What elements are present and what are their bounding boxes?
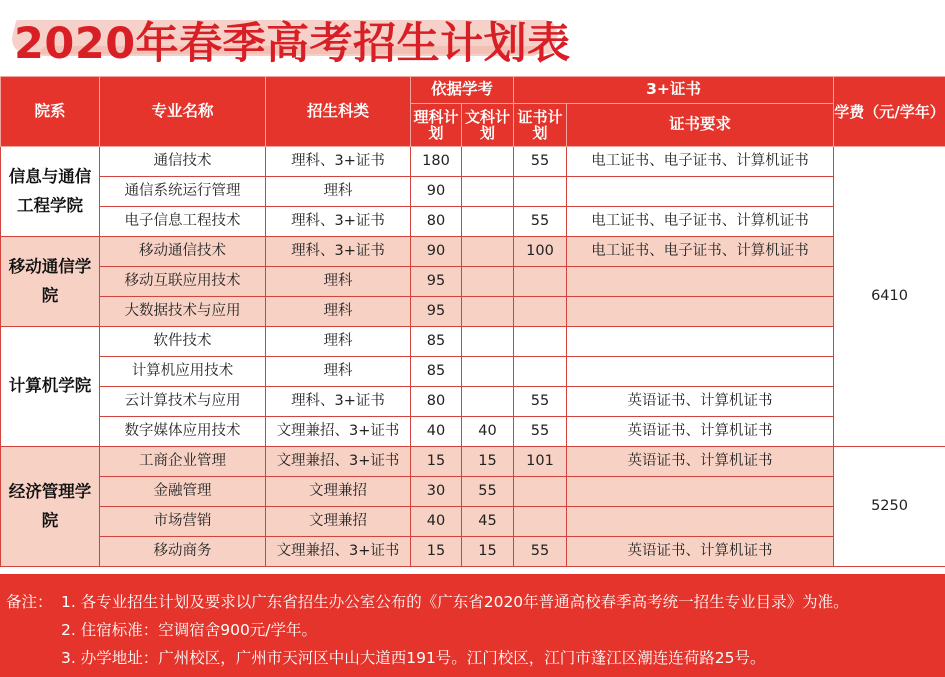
cert-plan-cell — [514, 477, 567, 507]
major-cell: 移动商务 — [100, 537, 266, 567]
table-row — [1, 237, 945, 267]
category-cell: 理科、3+证书 — [266, 387, 411, 417]
sci-plan-cell: 15 — [411, 447, 462, 477]
arts-plan-cell: 45 — [462, 507, 514, 537]
sci-plan-cell: 15 — [411, 537, 462, 567]
table-row — [1, 417, 945, 447]
cert-req-cell: 电工证书、电子证书、计算机证书 — [567, 237, 834, 267]
cert-req-cell — [567, 327, 834, 357]
category-cell: 文理兼招 — [266, 477, 411, 507]
cert-req-cell — [567, 357, 834, 387]
notes-heading: 备注： — [6, 593, 53, 611]
arts-plan-cell — [462, 207, 514, 237]
sci-plan-cell: 40 — [411, 417, 462, 447]
note-item-3: 3. 办学地址：广州校区，广州市天河区中山大道西191号。江门校区，江门市蓬江区潮连连荷路25号。 — [61, 649, 766, 667]
sci-plan-cell: 95 — [411, 267, 462, 297]
header-sci-plan: 理科计划 — [411, 104, 462, 147]
table-row — [1, 447, 945, 477]
header-major: 专业名称 — [100, 77, 266, 147]
major-cell: 工商企业管理 — [100, 447, 266, 477]
cert-plan-cell: 55 — [514, 147, 567, 177]
cert-req-cell: 英语证书、计算机证书 — [567, 537, 834, 567]
sci-plan-cell: 85 — [411, 357, 462, 387]
category-cell: 理科 — [266, 177, 411, 207]
major-cell: 通信系统运行管理 — [100, 177, 266, 207]
cert-plan-cell — [514, 267, 567, 297]
major-cell: 金融管理 — [100, 477, 266, 507]
table-row — [1, 207, 945, 237]
category-cell: 理科 — [266, 267, 411, 297]
sci-plan-cell: 80 — [411, 207, 462, 237]
table-row — [1, 327, 945, 357]
fee-cell: 5250 — [834, 447, 945, 567]
cert-plan-cell: 100 — [514, 237, 567, 267]
table-row — [1, 537, 945, 567]
sci-plan-cell: 40 — [411, 507, 462, 537]
major-cell: 电子信息工程技术 — [100, 207, 266, 237]
major-cell: 市场营销 — [100, 507, 266, 537]
sci-plan-cell: 180 — [411, 147, 462, 177]
cert-req-cell: 电工证书、电子证书、计算机证书 — [567, 147, 834, 177]
cert-plan-cell — [514, 327, 567, 357]
arts-plan-cell: 55 — [462, 477, 514, 507]
cert-plan-cell — [514, 177, 567, 207]
header-category: 招生科类 — [266, 77, 411, 147]
category-cell: 文理兼招、3+证书 — [266, 417, 411, 447]
sci-plan-cell: 85 — [411, 327, 462, 357]
major-cell: 移动互联应用技术 — [100, 267, 266, 297]
header-cert-group: 3+证书 — [514, 77, 834, 104]
sci-plan-cell: 90 — [411, 237, 462, 267]
cert-req-cell — [567, 297, 834, 327]
table-row — [1, 507, 945, 537]
arts-plan-cell: 15 — [462, 447, 514, 477]
category-cell: 理科 — [266, 357, 411, 387]
cert-req-cell: 英语证书、计算机证书 — [567, 387, 834, 417]
cert-req-cell — [567, 477, 834, 507]
arts-plan-cell: 40 — [462, 417, 514, 447]
table-row — [1, 147, 945, 177]
cert-plan-cell — [514, 297, 567, 327]
major-cell: 数字媒体应用技术 — [100, 417, 266, 447]
category-cell: 理科、3+证书 — [266, 147, 411, 177]
page-title: 2020年春季高考招生计划表 — [14, 19, 571, 69]
table-row — [1, 477, 945, 507]
title-area — [0, 0, 945, 76]
table-row — [1, 357, 945, 387]
table-row — [1, 387, 945, 417]
table-body — [1, 147, 945, 567]
major-cell: 计算机应用技术 — [100, 357, 266, 387]
cert-req-cell: 电工证书、电子证书、计算机证书 — [567, 207, 834, 237]
arts-plan-cell — [462, 267, 514, 297]
header-cert-req: 证书要求 — [567, 104, 834, 147]
cert-plan-cell: 55 — [514, 207, 567, 237]
header-basis: 依据学考 — [411, 77, 514, 104]
arts-plan-cell: 15 — [462, 537, 514, 567]
dept-cell: 经济管理学院 — [1, 447, 100, 567]
dept-cell: 信息与通信工程学院 — [1, 147, 100, 237]
arts-plan-cell — [462, 147, 514, 177]
enrollment-plan-table — [0, 76, 945, 567]
header-arts-plan: 文科计划 — [462, 104, 514, 147]
plan-table-wrapper — [0, 76, 945, 567]
cert-req-cell — [567, 267, 834, 297]
category-cell: 文理兼招 — [266, 507, 411, 537]
cert-plan-cell: 55 — [514, 417, 567, 447]
note-item-2: 2. 住宿标准：空调宿舍900元/学年。 — [61, 621, 318, 639]
category-cell: 文理兼招、3+证书 — [266, 447, 411, 477]
sci-plan-cell: 30 — [411, 477, 462, 507]
category-cell: 理科、3+证书 — [266, 207, 411, 237]
cert-plan-cell: 101 — [514, 447, 567, 477]
major-cell: 通信技术 — [100, 147, 266, 177]
table-row — [1, 267, 945, 297]
category-cell: 理科、3+证书 — [266, 237, 411, 267]
arts-plan-cell — [462, 297, 514, 327]
notes-panel — [0, 574, 945, 677]
arts-plan-cell — [462, 327, 514, 357]
table-row — [1, 297, 945, 327]
category-cell: 文理兼招、3+证书 — [266, 537, 411, 567]
arts-plan-cell — [462, 357, 514, 387]
sci-plan-cell: 95 — [411, 297, 462, 327]
cert-plan-cell — [514, 357, 567, 387]
arts-plan-cell — [462, 177, 514, 207]
arts-plan-cell — [462, 387, 514, 417]
sci-plan-cell: 80 — [411, 387, 462, 417]
category-cell: 理科 — [266, 327, 411, 357]
dept-cell: 计算机学院 — [1, 327, 100, 447]
cert-req-cell — [567, 507, 834, 537]
cert-plan-cell: 55 — [514, 537, 567, 567]
header-fee: 学费（元/学年） — [834, 77, 945, 147]
major-cell: 云计算技术与应用 — [100, 387, 266, 417]
header-cert-plan: 证书计划 — [514, 104, 567, 147]
arts-plan-cell — [462, 237, 514, 267]
cert-req-cell: 英语证书、计算机证书 — [567, 417, 834, 447]
major-cell: 移动通信技术 — [100, 237, 266, 267]
category-cell: 理科 — [266, 297, 411, 327]
major-cell: 软件技术 — [100, 327, 266, 357]
sci-plan-cell: 90 — [411, 177, 462, 207]
dept-cell: 移动通信学院 — [1, 237, 100, 327]
cert-req-cell: 英语证书、计算机证书 — [567, 447, 834, 477]
fee-cell: 6410 — [834, 147, 945, 447]
header-dept: 院系 — [1, 77, 100, 147]
cert-plan-cell — [514, 507, 567, 537]
cert-plan-cell: 55 — [514, 387, 567, 417]
note-item-1: 1. 各专业招生计划及要求以广东省招生办公室公布的《广东省2020年普通高校春季高考统一招生专业目录》为准。 — [61, 593, 849, 611]
table-row — [1, 177, 945, 207]
cert-req-cell — [567, 177, 834, 207]
major-cell: 大数据技术与应用 — [100, 297, 266, 327]
